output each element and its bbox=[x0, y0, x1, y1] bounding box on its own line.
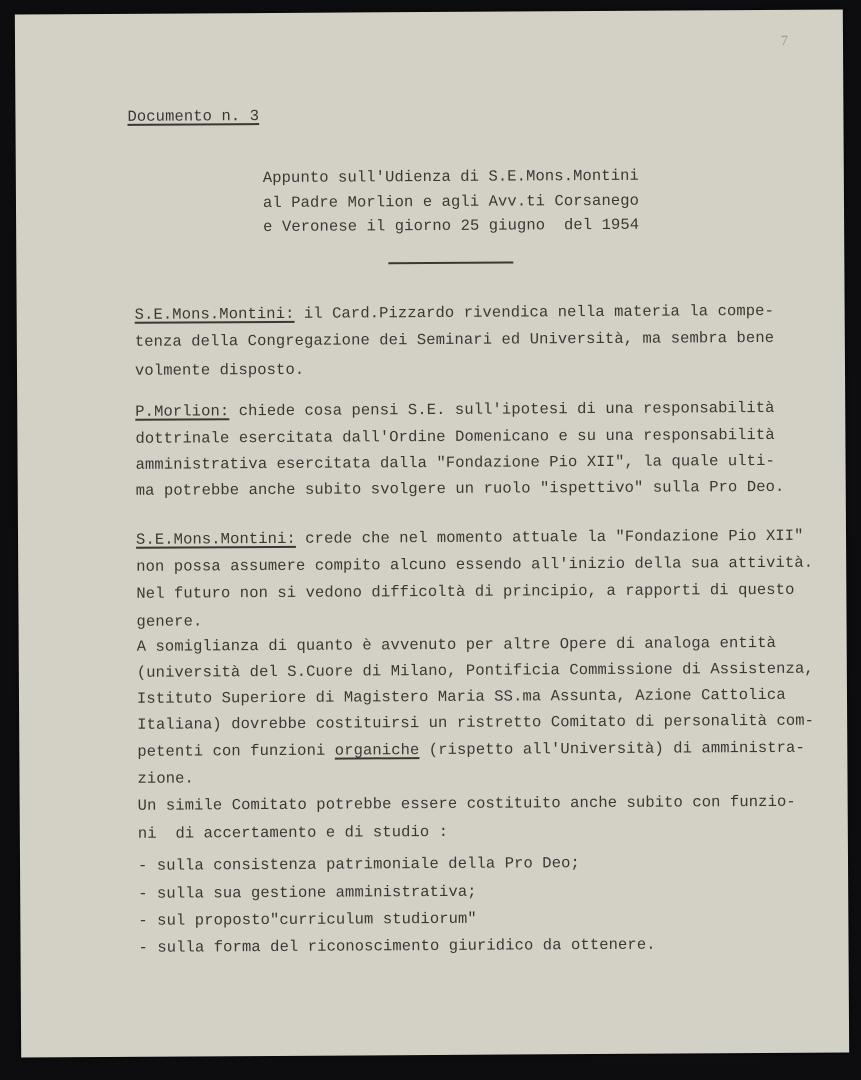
paragraph-line: S.E.Mons.Montini: il Card.Pizzardo rivendica nella materia la compe- bbox=[134, 301, 775, 324]
paragraph-line: petenti con funzioni organiche (rispetto all'Università) di amministra- bbox=[137, 738, 805, 761]
paragraph-line: non possa assumere compito alcuno essendo all'inizio della sua attività. bbox=[136, 553, 814, 576]
paragraph-line: volmente disposto. bbox=[134, 360, 305, 380]
header-line: e Veronese il giorno 25 giugno del 1954 bbox=[263, 215, 640, 237]
list-item: - sul proposto"curriculum studiorum" bbox=[138, 909, 477, 930]
paragraph-line: zione. bbox=[137, 769, 194, 788]
list-item: - sulla sua gestione amministrativa; bbox=[138, 882, 477, 903]
header-line: Appunto sull'Udienza di S.E.Mons.Montini bbox=[262, 166, 639, 188]
paragraph-line: dottrinale esercitata dall'Ordine Domenicano e su una responsabilità bbox=[135, 425, 775, 448]
list-item: - sulla forma del riconoscimento giuridico da ottenere. bbox=[138, 935, 656, 957]
page-mark: 7 bbox=[780, 33, 789, 49]
underlined-word: organiche bbox=[334, 741, 420, 760]
document-label: Documento n. 3 bbox=[127, 107, 260, 126]
paragraph-line: (università del S.Cuore di Milano, Pontificia Commissione di Assistenza, bbox=[136, 659, 814, 682]
list-item: - sulla consistenza patrimoniale della Pro Deo; bbox=[137, 854, 580, 875]
paragraph-line: ni di accertamento e di studio : bbox=[137, 822, 449, 843]
speaker: P.Morlion: bbox=[135, 402, 230, 421]
paragraph-line: Nel futuro non si vedono difficoltà di principio, a rapporti di questo bbox=[136, 580, 795, 603]
paragraph-line: A somiglianza di quanto è avvenuto per altre Opere di analoga entità bbox=[136, 633, 777, 656]
paragraph-line: amministrativa esercitata dalla "Fondazione Pio XII", la quale ulti- bbox=[135, 451, 775, 474]
paragraph-line: tenza della Congregazione dei Seminari ed Università, ma sembra bene bbox=[134, 328, 775, 351]
divider bbox=[388, 261, 513, 264]
paragraph-line: Istituto Superiore di Magistero Maria SS.ma Assunta, Azione Cattolica bbox=[136, 685, 786, 708]
speaker: S.E.Mons.Montini: bbox=[135, 529, 296, 549]
paragraph-line: P.Morlion: chiede cosa pensi S.E. sull'ipotesi di una responsabilità bbox=[135, 398, 775, 421]
paragraph-line: Un simile Comitato potrebbe essere costituito anche subito con funzio- bbox=[137, 792, 796, 815]
paragraph-line: genere. bbox=[136, 612, 203, 631]
paragraph-line: S.E.Mons.Montini: crede che nel momento attuale la "Fondazione Pio XII" bbox=[135, 526, 804, 549]
speaker: S.E.Mons.Montini: bbox=[134, 304, 295, 324]
paragraph-line: ma potrebbe anche subito svolgere un ruolo "ispettivo" sulla Pro Deo. bbox=[135, 477, 785, 500]
document-page bbox=[15, 9, 849, 1057]
header-line: al Padre Morlion e agli Avv.ti Corsanego bbox=[262, 191, 640, 213]
paragraph-line: Italiana) dovrebbe costituirsi un ristretto Comitato di personalità com- bbox=[137, 711, 815, 734]
